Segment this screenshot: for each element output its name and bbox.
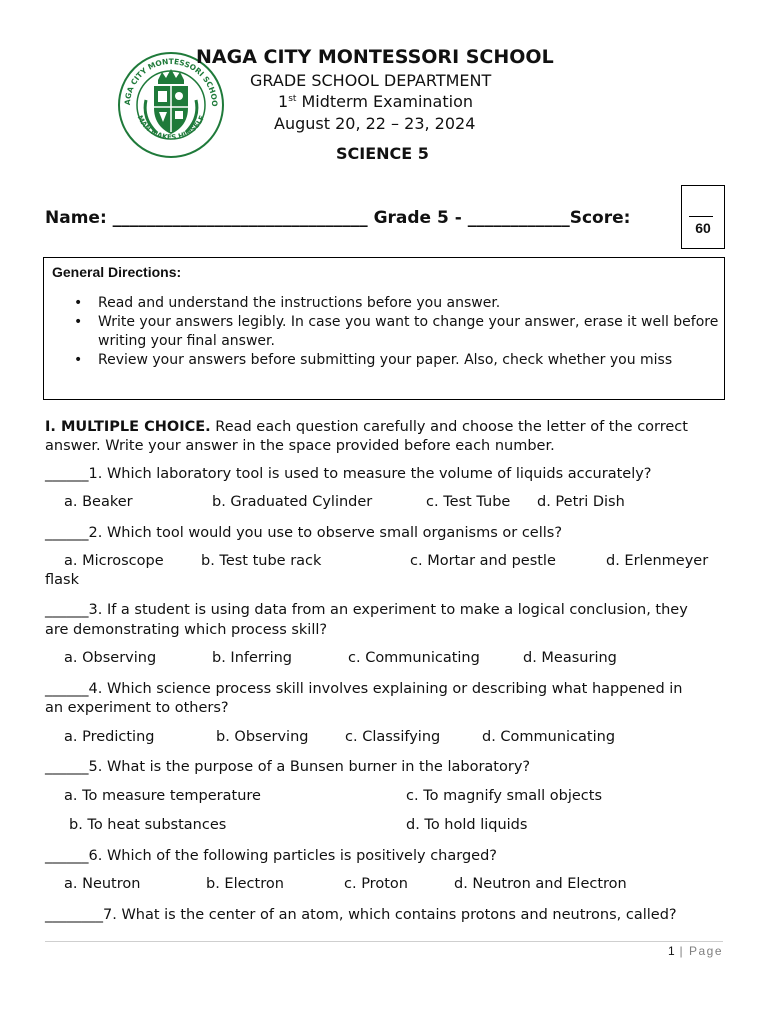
- direction-item: • Review your answers before submitting your paper. Also, check whether you miss: [44, 351, 719, 370]
- q1-option-a[interactable]: a. Beaker: [64, 494, 133, 510]
- q6-option-b[interactable]: b. Electron: [206, 876, 284, 892]
- exam-ordinal: 1: [278, 92, 289, 111]
- direction-item: • Write your answers legibly. In case you want to change your answer, erase it well before writing your final answer.: [44, 313, 719, 351]
- logo-ring-top-text: AGA CITY MONTESSORI SCHOO: [122, 56, 220, 107]
- q2-option-c[interactable]: c. Mortar and pestle: [410, 553, 556, 569]
- q5-option-a[interactable]: a. To measure temperature: [64, 788, 261, 804]
- q2-option-a[interactable]: a. Microscope: [64, 553, 164, 569]
- q2-option-d[interactable]: d. Erlenmeyer: [606, 553, 709, 569]
- section-title: I. MULTIPLE CHOICE.: [45, 419, 211, 435]
- q2-option-d-wrap[interactable]: flask: [45, 572, 79, 588]
- q6-option-a[interactable]: a. Neutron: [64, 876, 141, 892]
- score-blank-line: [689, 216, 713, 217]
- department: GRADE SCHOOL DEPARTMENT: [250, 71, 492, 90]
- section-instructions-text: Read each question carefully and choose the letter of the correct answer. Write your answer in the space provided before each number.: [45, 419, 688, 454]
- q3-option-d[interactable]: d. Measuring: [523, 650, 617, 666]
- q1-option-c[interactable]: c. Test Tube: [426, 494, 511, 510]
- q3-option-b[interactable]: b. Inferring: [212, 650, 293, 666]
- q2-option-b[interactable]: b. Test tube rack: [201, 553, 322, 569]
- direction-item: • Read and understand the instructions before you answer.: [44, 294, 719, 313]
- exam-ordinal-suffix: st: [288, 94, 297, 104]
- page-footer: [640, 944, 723, 958]
- q4-option-d[interactable]: d. Communicating: [482, 729, 616, 745]
- question-5: ______5. What is the purpose of a Bunsen burner in the laboratory?: [45, 759, 531, 775]
- exam-title: [278, 92, 473, 111]
- q3-option-c[interactable]: c. Communicating: [348, 650, 480, 666]
- question-1: ______1. Which laboratory tool is used to measure the volume of liquids accurately?: [45, 466, 652, 482]
- question-6: ______6. Which of the following particles is positively charged?: [45, 848, 497, 864]
- question-3-line-2: are demonstrating which process skill?: [45, 622, 328, 638]
- question-4-line-2: an experiment to others?: [45, 700, 229, 716]
- q5-option-c[interactable]: c. To magnify small objects: [406, 788, 603, 804]
- exam-title-text: Midterm Examination: [296, 92, 473, 111]
- exam-dates: August 20, 22 – 23, 2024: [274, 114, 476, 133]
- directions-list: [44, 294, 719, 370]
- question-7: ________7. What is the center of an atom, which contains protons and neutrons, called?: [45, 907, 677, 923]
- subject-title: SCIENCE 5: [336, 144, 429, 163]
- score-total: 60: [695, 220, 711, 236]
- directions-title: General Directions:: [52, 264, 182, 280]
- q3-option-a[interactable]: a. Observing: [64, 650, 157, 666]
- q6-option-c[interactable]: c. Proton: [344, 876, 408, 892]
- footer-divider: [45, 941, 723, 942]
- page-number: 1: [667, 944, 675, 958]
- student-info-line[interactable]: Name: ______________________________ Grade 5 - ____________Score:: [45, 208, 631, 228]
- q1-option-b[interactable]: b. Graduated Cylinder: [212, 494, 373, 510]
- school-name: NAGA CITY MONTESSORI SCHOOL: [196, 46, 554, 68]
- question-4-line-1: ______4. Which science process skill involves explaining or describing what happened in: [45, 681, 683, 697]
- q5-option-b[interactable]: b. To heat substances: [69, 817, 227, 833]
- q4-option-c[interactable]: c. Classifying: [345, 729, 441, 745]
- q6-option-d[interactable]: d. Neutron and Electron: [454, 876, 627, 892]
- page-separator: |: [674, 944, 689, 958]
- section-instructions: [45, 418, 725, 456]
- q4-option-a[interactable]: a. Predicting: [64, 729, 155, 745]
- page-label: Page: [688, 944, 723, 958]
- q1-option-d[interactable]: d. Petri Dish: [537, 494, 625, 510]
- score-box: [681, 185, 725, 249]
- logo-ring-bottom-text: MAN MAKES HIMSELF: [135, 114, 207, 142]
- q4-option-b[interactable]: b. Observing: [216, 729, 309, 745]
- general-directions-box: [43, 257, 725, 400]
- q5-option-d[interactable]: d. To hold liquids: [406, 817, 528, 833]
- question-3-line-1: ______3. If a student is using data from an experiment to make a logical conclusion, they: [45, 602, 688, 618]
- question-2: ______2. Which tool would you use to observe small organisms or cells?: [45, 525, 563, 541]
